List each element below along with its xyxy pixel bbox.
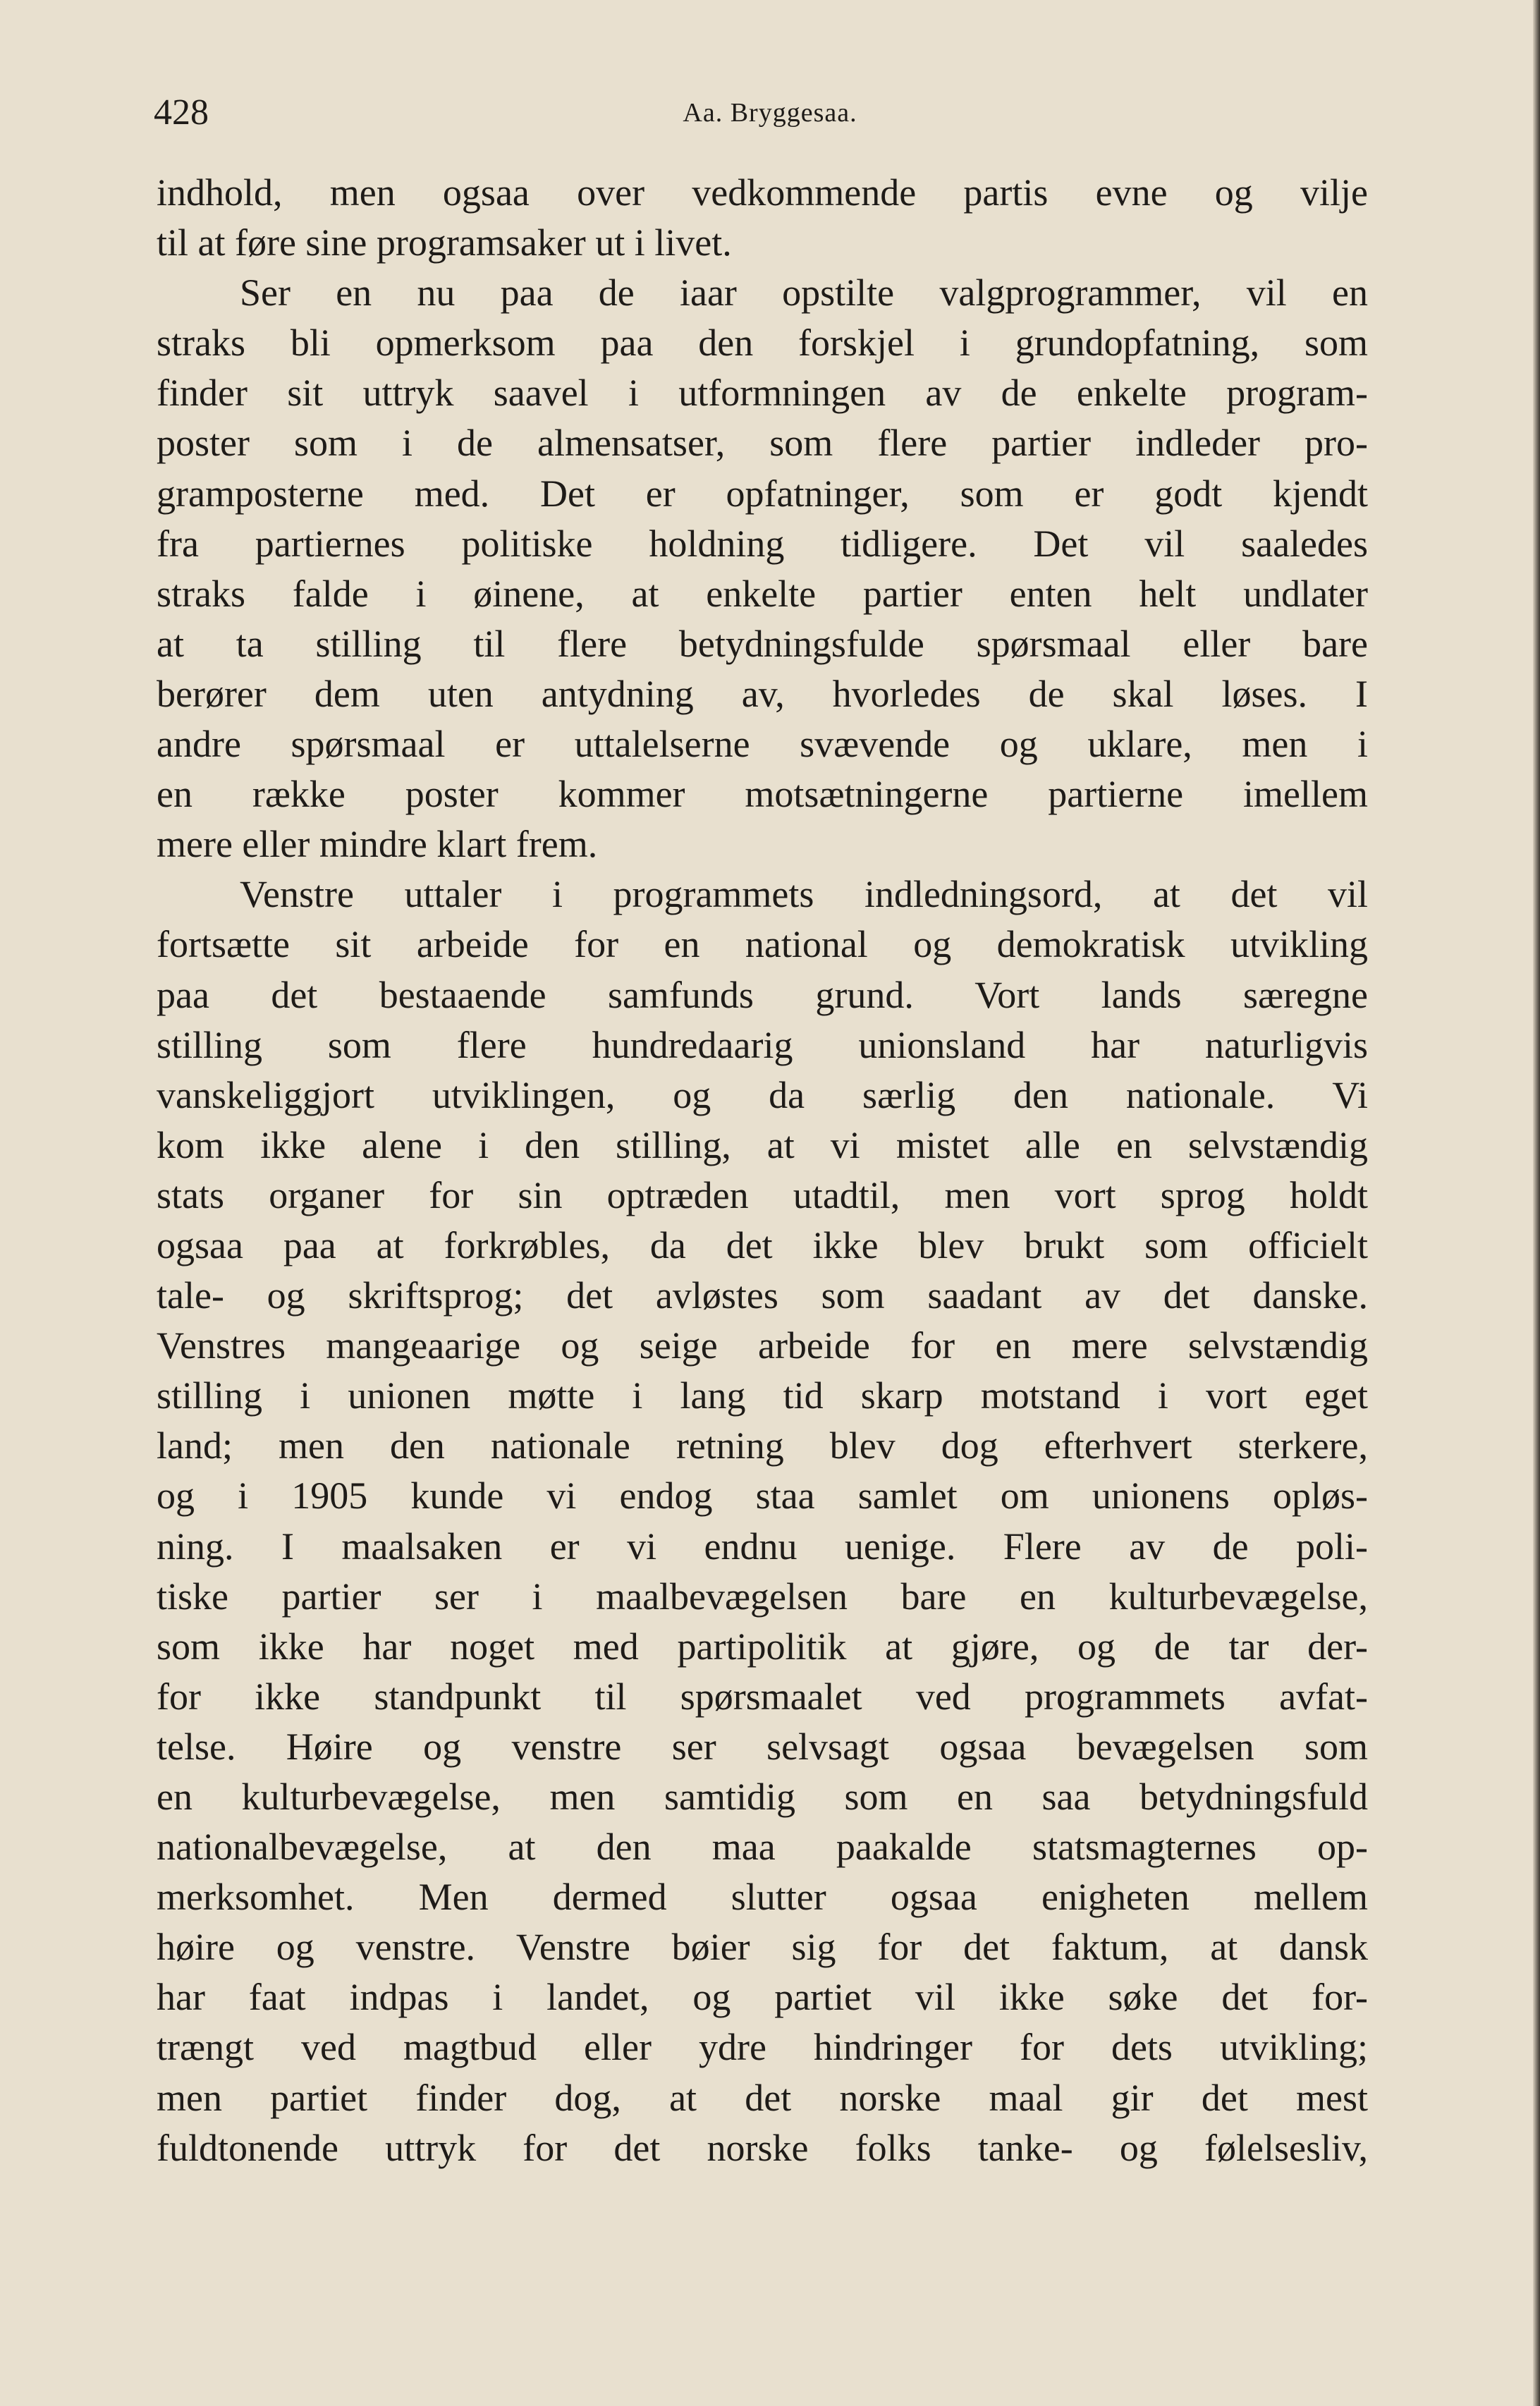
text-line: har faat indpas i landet, og partiet vil ikke søke det for- <box>157 1976 1368 2019</box>
text-line: en kulturbevægelse, men samtidig som en saa betydningsfuld <box>157 1776 1368 1818</box>
text-line: gramposterne med. Det er opfatninger, som er godt kjendt <box>157 472 1368 515</box>
text-line: stilling som flere hundredaarig unionsland har naturligvis <box>157 1023 1368 1066</box>
text-line: ogsaa paa at forkrøbles, da det ikke blev brukt som officielt <box>157 1223 1368 1266</box>
text-line: kom ikke alene i den stilling, at vi mistet alle en selvstændig <box>157 1123 1368 1166</box>
running-head: Aa. Bryggesaa. <box>683 98 857 128</box>
text-line: Venstres mangeaarige og seige arbeide for en mere selvstændig <box>157 1324 1368 1367</box>
text-line: tale- og skriftsprog; det avløstes som saadant av det danske. <box>157 1274 1368 1317</box>
text-line: at ta stilling til flere betydningsfulde spørsmaal eller bare <box>157 622 1368 665</box>
text-line: tiske partier ser i maalbevægelsen bare en kulturbevægelse, <box>157 1575 1368 1618</box>
text-line: fuldtonende uttryk for det norske folks tanke- og følelsesliv, <box>157 2126 1368 2169</box>
text-line: høire og venstre. Venstre bøier sig for det faktum, at dansk <box>157 1926 1368 1969</box>
text-line: fortsætte sit arbeide for en national og demokratisk utvikling <box>157 923 1368 966</box>
text-line: men partiet finder dog, at det norske maal gir det mest <box>157 2076 1368 2119</box>
text-line: fra partiernes politiske holdning tidligere. Det vil saaledes <box>157 522 1368 565</box>
text-line: til at føre sine programsaker ut i livet. <box>157 221 732 264</box>
text-line: som ikke har noget med partipolitik at gjøre, og de tar der- <box>157 1625 1368 1668</box>
text-line: og i 1905 kunde vi endog staa samlet om unionens opløs- <box>157 1474 1368 1518</box>
page-number: 428 <box>154 92 209 133</box>
body-text <box>157 168 1368 2173</box>
text-line: paa det bestaaende samfunds grund. Vort lands særegne <box>157 973 1368 1016</box>
text-line: straks falde i øinene, at enkelte partier enten helt undlater <box>157 572 1368 615</box>
text-line: poster som i de almensatser, som flere partier indleder pro- <box>157 422 1368 465</box>
text-line: merksomhet. Men dermed slutter ogsaa enigheten mellem <box>157 1876 1368 1919</box>
text-line: Venstre uttaler i programmets indledningsord, at det vil <box>240 873 1368 916</box>
text-line: ning. I maalsaken er vi endnu uenige. Flere av de poli- <box>157 1525 1368 1568</box>
text-line: indhold, men ogsaa over vedkommende partis evne og vilje <box>157 171 1368 214</box>
text-line: for ikke standpunkt til spørsmaalet ved programmets avfat- <box>157 1675 1368 1718</box>
text-line: stilling i unionen møtte i lang tid skarp motstand i vort eget <box>157 1374 1368 1417</box>
text-line: trængt ved magtbud eller ydre hindringer for dets utvikling; <box>157 2026 1368 2069</box>
text-line: nationalbevægelse, at den maa paakalde statsmagternes op- <box>157 1826 1368 1869</box>
text-line: telse. Høire og venstre ser selvsagt ogsaa bevægelsen som <box>157 1725 1368 1768</box>
page-edge-shadow <box>1533 0 1540 2406</box>
text-line: finder sit uttryk saavel i utformningen av de enkelte program- <box>157 372 1368 415</box>
text-line: andre spørsmaal er uttalelserne svævende og uklare, men i <box>157 723 1368 766</box>
text-line: en række poster kommer motsætningerne partierne imellem <box>157 773 1368 816</box>
text-line: straks bli opmerksom paa den forskjel i grundopfatning, som <box>157 322 1368 365</box>
text-line: vanskeliggjort utviklingen, og da særlig den nationale. Vi <box>157 1073 1368 1116</box>
text-line: land; men den nationale retning blev dog efterhvert sterkere, <box>157 1424 1368 1467</box>
text-line: berører dem uten antydning av, hvorledes de skal løses. I <box>157 672 1368 715</box>
text-line: Ser en nu paa de iaar opstilte valgprogrammer, vil en <box>240 271 1368 315</box>
text-line: mere eller mindre klart frem. <box>157 823 598 866</box>
text-line: stats organer for sin optræden utadtil, men vort sprog holdt <box>157 1173 1368 1216</box>
